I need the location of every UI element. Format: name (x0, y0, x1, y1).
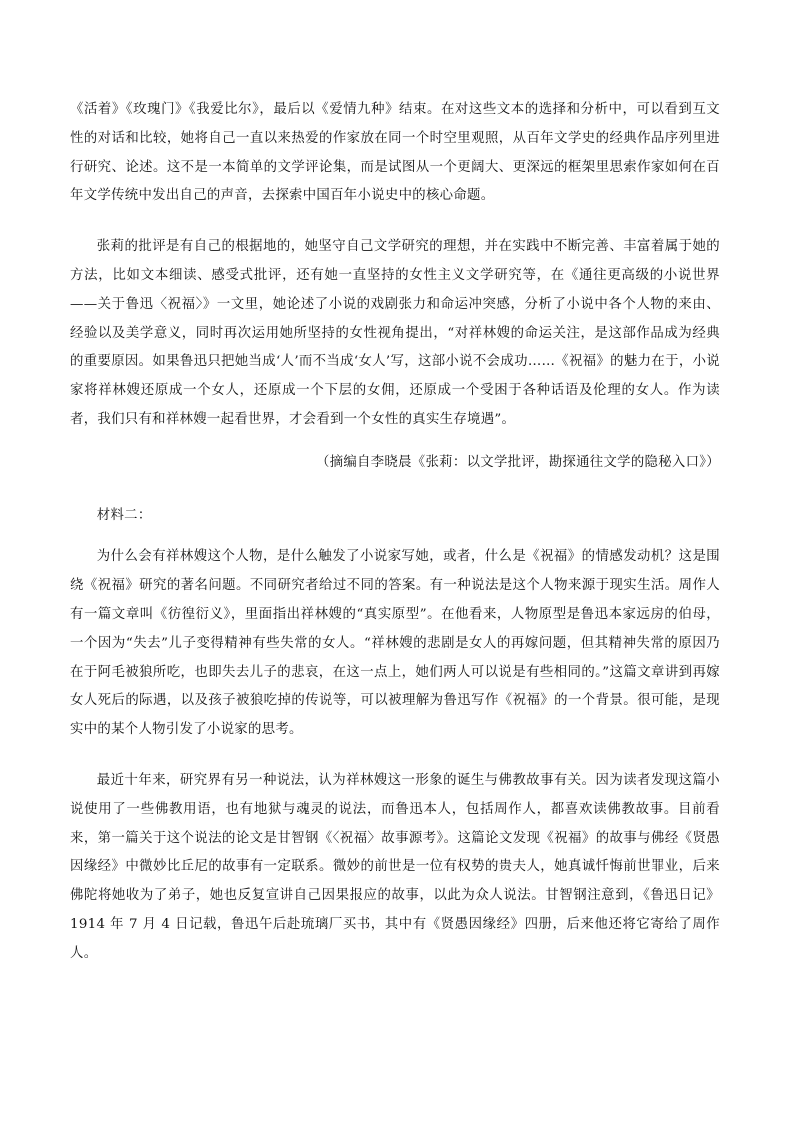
material-one-paragraph-2: 张莉的批评是有自己的根据地的，她坚守自己文学研究的理想，并在实践中不断完善、丰富着属于她的方法，比如文本细读、感受式批评，还有她一直坚持的女性主义文学研究等，在《通往更高级的小说世界——关于鲁迅〈祝福〉》一文里，她论述了小说的戏剧张力和命运冲突感，分析了小说中各个人物的来由、经验以及美学意义，同时再次运用她所坚持的女性视角提出，“对祥林嫂的命运关注，是这部作品成为经典的重要原因。如果鲁迅只把她当成‘人’而不当成‘女人’写，这部小说不会成功……《祝福》的魅力在于，小说家将祥林嫂还原成一个女人，还原成一个下层的女佣，还原成一个受困于各种话语及伦理的女人。作为读者，我们只有和祥林嫂一起看世界，才会看到一个女性的真实生存境遇”。 (70, 239, 720, 427)
material-two-paragraph-2: 最近十年来，研究界有另一种说法，认为祥林嫂这一形象的诞生与佛教故事有关。因为读者发现这篇小说使用了一些佛教用语，也有地狱与魂灵的说法，而鲁迅本人，包括周作人，都喜欢读佛教故事。目前看来，第一篇关于这个说法的论文是甘智钢《〈祝福〉故事源考》。这篇论文发现《祝福》的故事与佛经《贤愚因缘经》中微妙比丘尼的故事有一定联系。微妙的前世是一位有权势的贵夫人，她真诚忏悔前世罪业，后来佛陀将她收为了弟子，她也反复宣讲自己因果报应的故事，以此为众人说法。甘智钢注意到，《鲁迅日记》1914 年 7 月 4 日记载，鲁迅午后赴琉璃厂买书，其中有《贤愚因缘经》四册，后来他还将它寄给了周作人。 (70, 772, 720, 961)
material-one-paragraph-continued: 《活着》《玫瑰门》《我爱比尔》，最后以《爱情九种》结束。在对这些文本的选择和分析中，可以看到互文性的对话和比较，她将自己一直以来热爱的作家放在同一个时空里观照，从百年文学史的经典作品序列里进行研究、论述。这不是一本简单的文学评论集，而是试图从一个更阔大、更深远的框架里思索作家如何在百年文学传统中发出自己的声音，去探索中国百年小说史中的核心命题。 (70, 102, 720, 204)
material-two-heading: 材料二： (96, 507, 152, 523)
material-two-paragraph-1: 为什么会有祥林嫂这个人物，是什么触发了小说家写她，或者，什么是《祝福》的情感发动机？这是围绕《祝福》研究的著名问题。不同研究者给过不同的答案。有一种说法是这个人物来源于现实生活。周作人有一篇文章叫《彷徨衍义》，里面指出祥林嫂的“真实原型”。在他看来，人物原型是鲁迅本家远房的伯母，一个因为“失去”儿子变得精神有些失常的女人。“祥林嫂的悲剧是女人的再嫁问题，但其精神失常的原因乃在于阿毛被狼所吃，也即失去儿子的悲哀，在这一点上，她们两人可以说是有些相同的。”这篇文章讲到再嫁女人死后的际遇，以及孩子被狼吃掉的传说等，可以被理解为鲁迅写作《祝福》的一个背景。很可能，是现实中的某个人物引发了小说家的思考。 (70, 549, 720, 738)
document-page (70, 96, 720, 969)
material-one-source: （摘编自李晓晨《张莉：以文学批评，勘探通往文学的隐秘入口》） (315, 454, 720, 470)
